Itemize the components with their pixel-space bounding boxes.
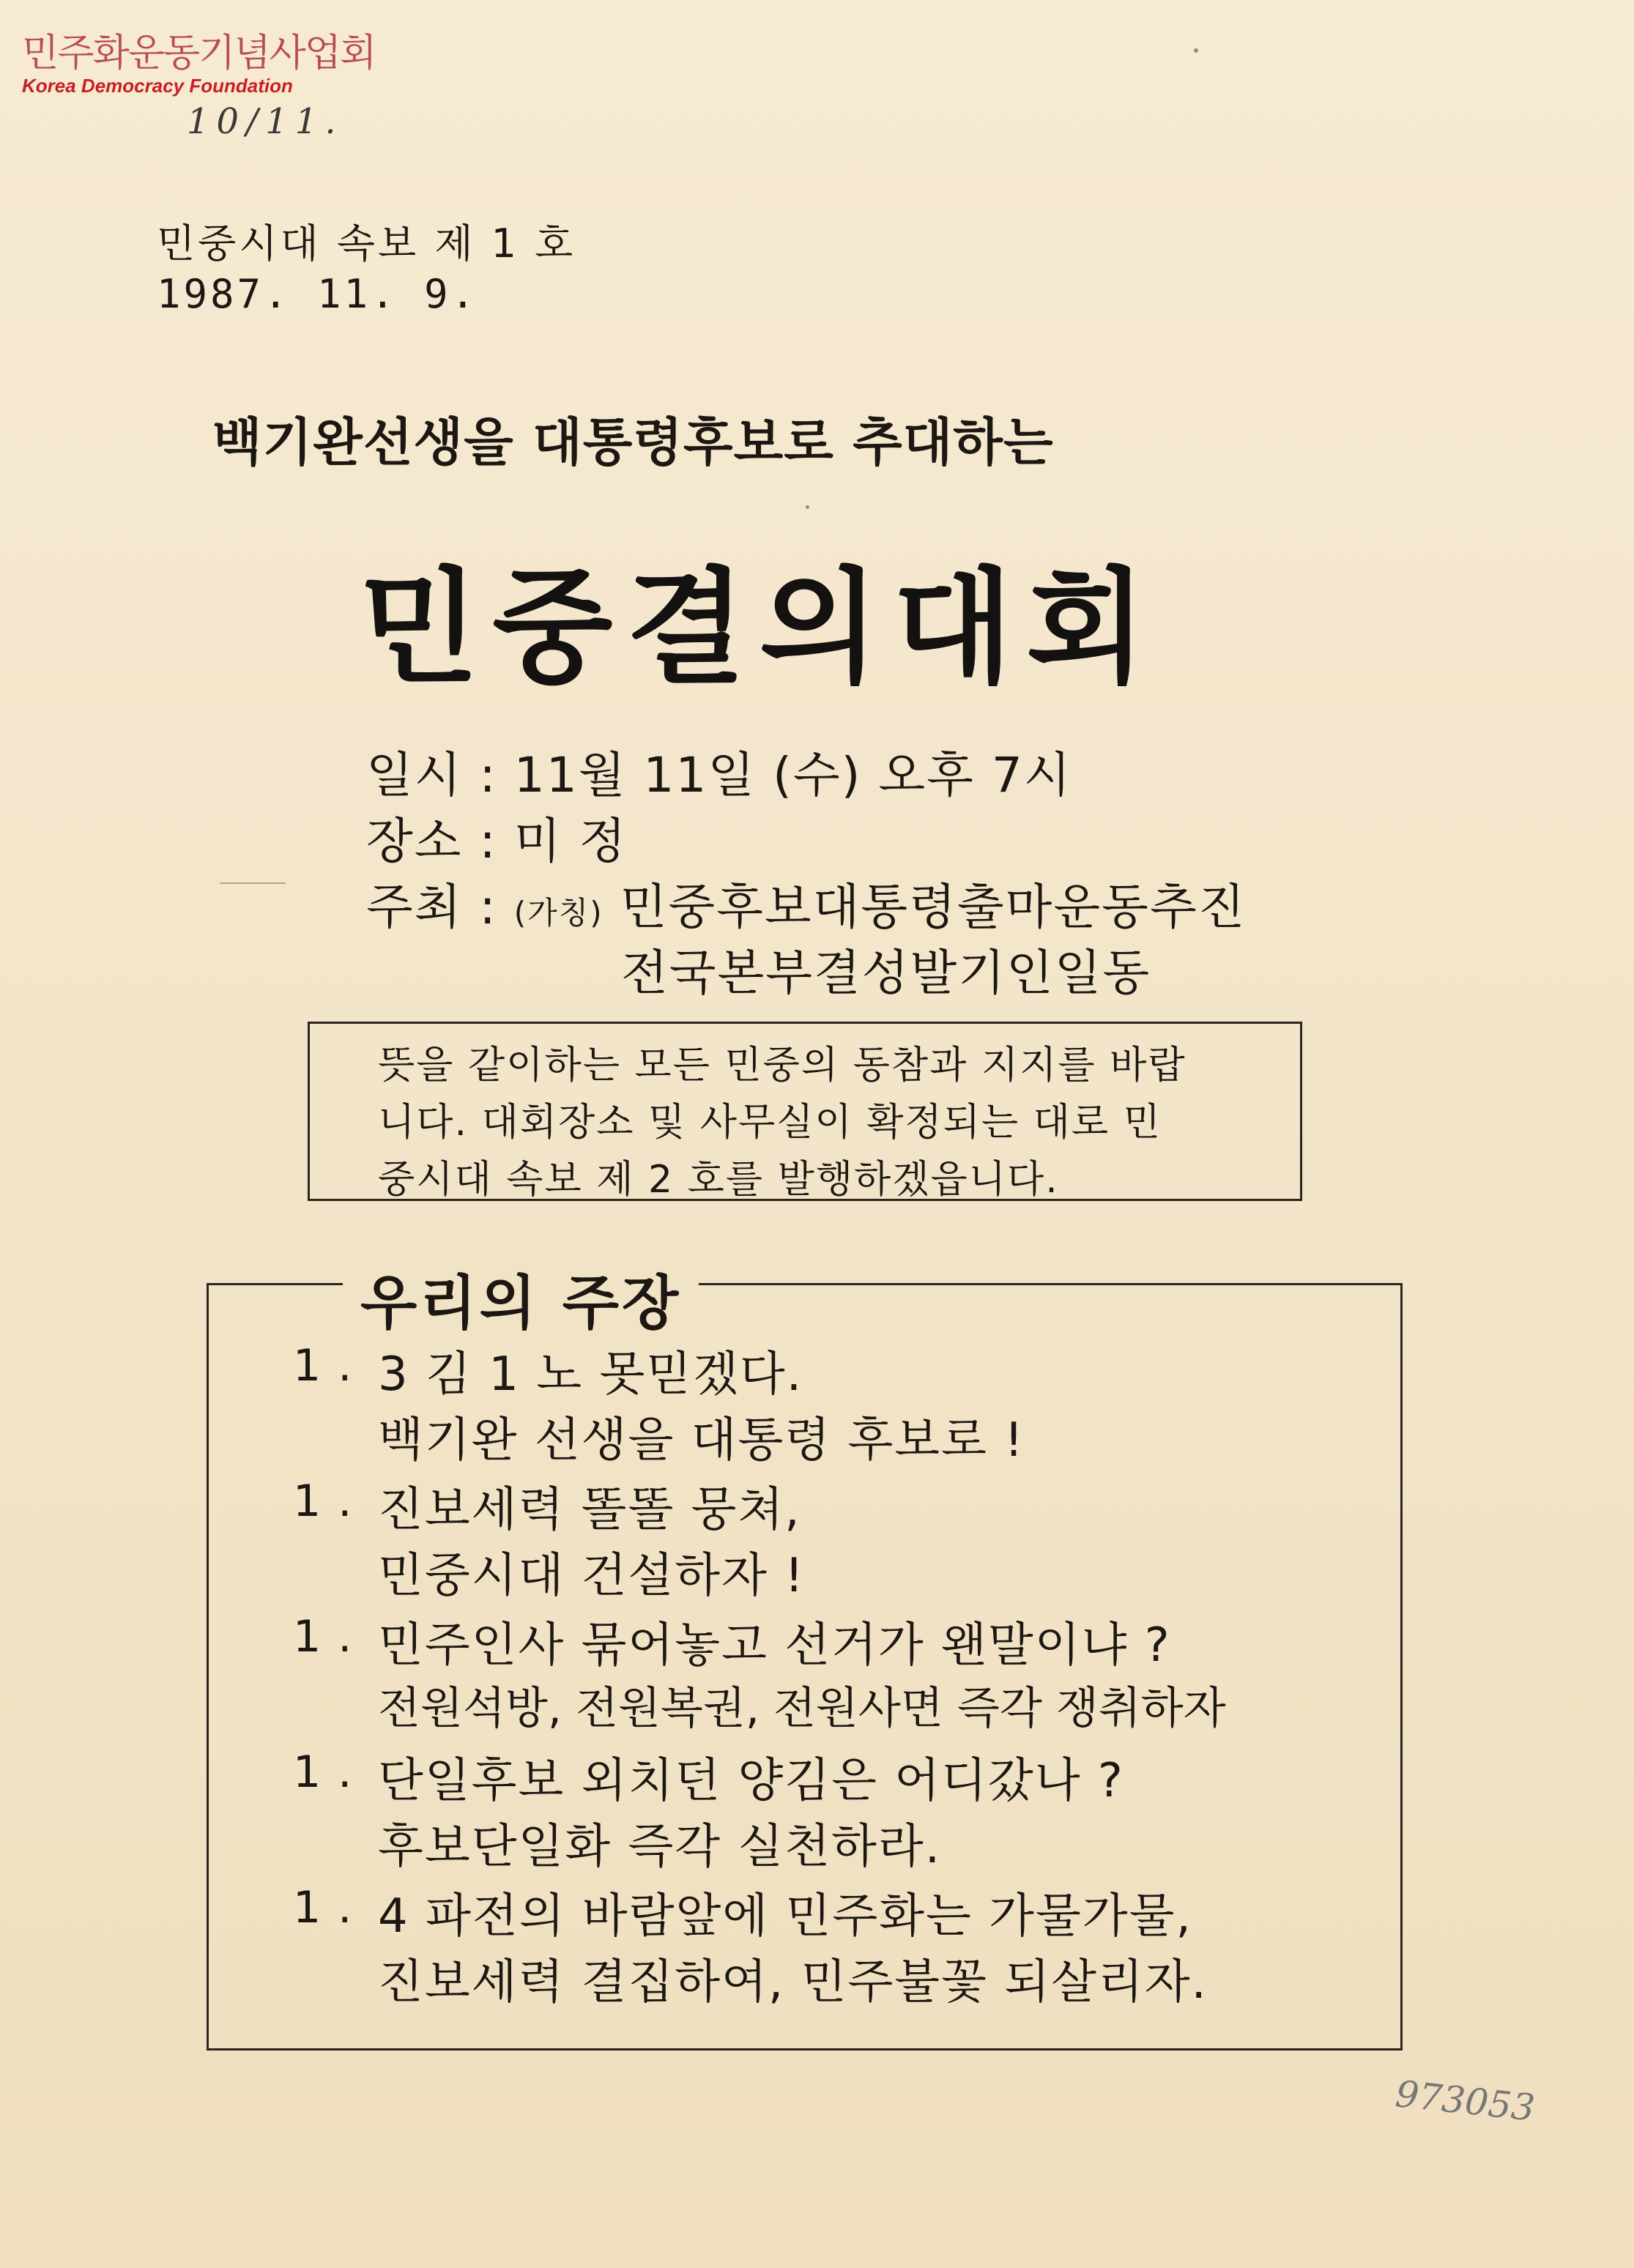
archive-stamp-korean: 민주화운동기념사업회: [22, 31, 376, 75]
claim-2-number: 1 .: [293, 1476, 354, 1527]
claim-5-line1: 4 파전의 바람앞에 민주화는 가물가물,: [378, 1889, 1192, 1944]
main-title: 민중결의대회: [359, 556, 1160, 701]
event-place: 장소 : 미 정: [366, 813, 628, 869]
subtitle: 백기완선생을 대통령후보로 추대하는: [212, 412, 1054, 472]
event-date: 일시 : 11월 11일 (수) 오후 7시: [366, 747, 1072, 803]
event-host: [366, 868, 1246, 937]
host-name-line1: 민중후보대통령출마운동추진: [620, 879, 1247, 935]
archive-stamp-english: Korea Democracy Foundation: [22, 75, 293, 97]
claim-3-line1: 민주인사 묶어놓고 선거가 왠말이냐 ?: [378, 1618, 1171, 1673]
host-name-line2: 전국본부결성발기인일동: [621, 945, 1151, 1001]
paper-speck: [1194, 48, 1198, 53]
notice-line-1: 뜻을 같이하는 모든 민중의 동참과 지지를 바랍: [378, 1044, 1186, 1087]
claim-3-line2: 전원석방, 전원복권, 전원사면 즉각 쟁취하자: [378, 1683, 1226, 1734]
claim-4-line1: 단일후보 외치던 양김은 어디갔나 ?: [378, 1754, 1124, 1808]
host-label: 주최 :: [366, 879, 497, 935]
notice-line-3: 중시대 속보 제 2 호를 발행하겠읍니다.: [378, 1158, 1059, 1202]
claim-1-line2: 백기완 선생을 대통령 후보로 !: [378, 1413, 1025, 1468]
claims-title: 우리의 주장: [343, 1256, 699, 1340]
paper-mark: [220, 882, 286, 884]
claim-2-line1: 진보세력 똘똘 뭉쳐,: [378, 1483, 801, 1537]
claim-1-number: 1 .: [293, 1340, 354, 1391]
handwritten-archive-number: 973053: [1393, 2072, 1537, 2130]
claim-3-number: 1 .: [293, 1611, 354, 1662]
notice-line-2: 니다. 대회장소 및 사무실이 확정되는 대로 민: [378, 1101, 1162, 1145]
claim-4-line2: 후보단일화 즉각 실천하라.: [378, 1820, 942, 1874]
handwritten-date-note: 10/11.: [187, 101, 343, 142]
claim-2-line2: 민중시대 건설하자 !: [378, 1549, 805, 1603]
bulletin-issue-line: 민중시대 속보 제 1 호: [157, 220, 576, 267]
claim-5-number: 1 .: [293, 1882, 354, 1933]
paper-speck: [806, 505, 809, 509]
claim-4-number: 1 .: [293, 1747, 354, 1798]
claim-5-line2: 진보세력 결집하여, 민주불꽃 되살리자.: [378, 1955, 1208, 2009]
host-provisional-tag: (가칭): [513, 895, 604, 931]
bulletin-date: 1987. 11. 9.: [157, 271, 478, 317]
claim-1-line1: 3 김 1 노 못믿겠다.: [378, 1347, 803, 1402]
